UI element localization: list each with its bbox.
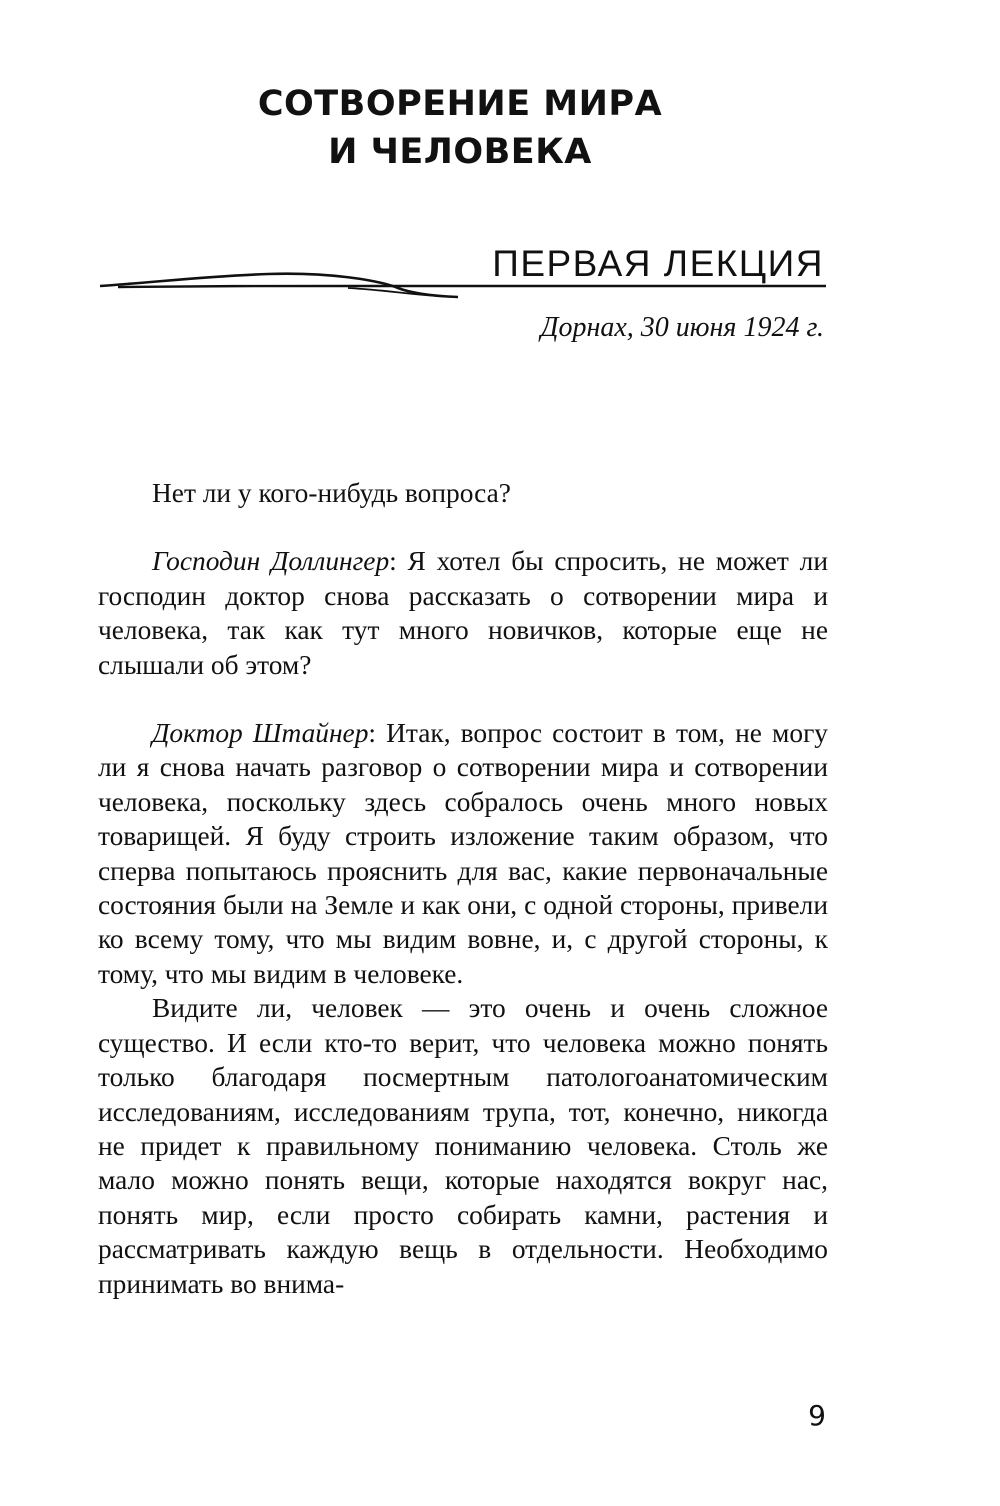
book-title: [150, 80, 770, 176]
paragraph-steiner: [98, 716, 828, 991]
body-text: [98, 476, 828, 1301]
book-title-line-1: СОТВОРЕНИЕ МИРА: [257, 84, 663, 124]
paragraph-text: : Я хотел бы спросить, не может ли господин доктор снова рассказать о сотворении мира и человека, так как тут много новичков, которые еще не слышали об этом?: [98, 546, 828, 680]
speaker-name: Господин Доллингер: [152, 546, 390, 577]
ornament-divider: [98, 266, 826, 306]
paragraph-question: Нет ли у кого-нибудь вопроса?: [152, 478, 511, 508]
lecture-heading: ПЕРВАЯ ЛЕКЦИЯ: [492, 243, 824, 284]
page-number: 9: [808, 1399, 826, 1432]
paragraph-text: : Итак, вопрос состоит в том, не могу ли я снова начать разговор о сотворении мира и сотворении человека, поскольку здесь собралось очень много новых товарищей. Я буду строить изложение таким образом, что сперва попытаюсь прояснить для вас, какие первоначальные состояния были на Земле и как они, с одной стороны, привели ко всему тому, что мы видим вовне, и, с другой стороны, к тому, что мы видим в человеке.: [98, 718, 828, 989]
paragraph-human-being: Видите ли, человек — это очень и очень сложное существо. И если кто-то верит, что человека можно понять только благодаря посмертным патологоанатомическим исследованиям, исследованиям трупа, тот, конечно, никогда не придет к правильному пониманию человека. Столь же мало можно понять вещи, которые находятся вокруг нас, понять мир, если просто собирать камни, растения и рассматривать каждую вещь в отдельности. Необходимо принимать во внима-: [98, 993, 828, 1299]
place-date: Дорнах, 30 июня 1924 г.: [540, 312, 824, 343]
book-title-line-2: И ЧЕЛОВЕКА: [328, 132, 592, 172]
paragraph-dollinger: [98, 544, 828, 682]
speaker-name: Доктор Штайнер: [152, 718, 369, 749]
